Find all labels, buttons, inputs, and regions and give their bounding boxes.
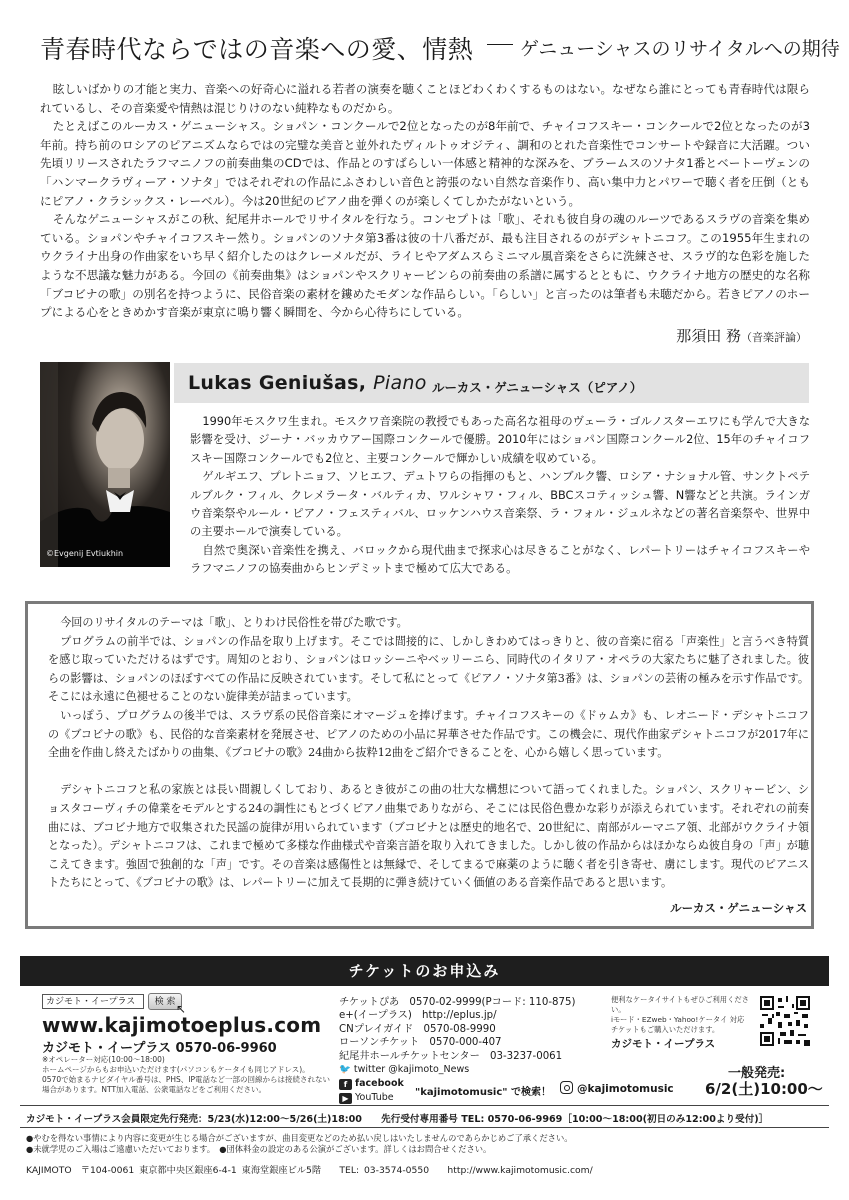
youtube-icon: ▶ [339,1093,352,1104]
twitter-icon: 🐦 [339,1064,351,1075]
outlet-line: CNプレイガイド 0570-08-9990 [339,1023,496,1035]
search-input[interactable]: カジモト・イープラス [42,994,144,1009]
artist-name-latin: Lukas Geniušas, [188,372,367,394]
mobile-note-line: チケットもご購入いただけます。 [611,1025,720,1034]
outlet-line: ローソンチケット 0570-000-407 [339,1037,502,1049]
facebook-link[interactable] [339,1078,404,1090]
artist-bio [190,413,810,579]
fine-print-line: ※オペレーター対応(10:00〜18:00) [42,1055,165,1064]
ticket-url[interactable]: www.kajimotoeplus.com [42,1013,322,1037]
ticket-title: チケットのお申込み [348,962,501,980]
youtube-link[interactable] [339,1092,394,1104]
instagram-link[interactable] [560,1081,674,1095]
fine-print-line: ホームページからもお申込いただけます(パソコンもケータイも同じアドレス)。 [42,1065,310,1074]
intro-paragraph: 眩しいばかりの才能と実力、音楽への好奇心に溢れる若者の演奏を聴くことほどわくわくするものはない。なぜなら誰にとっても青春時代は限られているし、その音楽愛や情熱は混じりけのない純粋なものだから。 [40,82,810,115]
outlet-line: 紀尾井ホールチケットセンター 03-3237-0061 [339,1050,563,1062]
mobile-site-note [611,995,751,1035]
message-signature: ルーカス・ゲニューシャス [670,901,807,915]
message-paragraph: プログラムの前半では、ショパンの作品を取り上げます。そこでは間接的に、しかしきわめてはっきりと、彼の音楽に宿る「声楽性」と言うべき特質を感じ取っていただけるはずです。周知のとおり、ショパンはロッシーニやベッリーニら、同時代のイタリア・オペラの大家たちに魅了されました。彼らの影響は、ショパンのほぼすべての作品に反映されています。そして私にとって《ピアノ・ソナタ第3番》は、ショパンの芸術の極みを示す作品です。そこには永遠に色褪せることのない旋律美が詰まっています。 [48,634,809,704]
general-sale-label: 一般発売: [728,1066,786,1081]
footer-contact: KAJIMOTO 〒104-0061 東京都中央区銀座6-4-1 東海堂銀座ビル5階 TEL: 03-3574-0550 http://www.kajimotomusic.com/ [26,1165,593,1176]
note-line: ●やむを得ない事情により内容に変更が生じる場合がございますが、曲目変更などのため払い戻しはいたしませんのであらかじめご了承ください。 [26,1133,573,1143]
artist-instrument: Piano [373,372,427,394]
presale-info: カジモト・イープラス会員限定先行発売：5/23(水)12:00〜5/26(土)18:00 先行受付専用番号 TEL: 0570-06-9969［10:00〜18:00(初日のみ12:00より受付)］ [26,1114,769,1125]
author-role: （音楽評論） [741,331,807,344]
note-line: ●未就学児のご入場はご遠慮いただいております。 ●団体料金の設定のある公演がございます。詳しくはお問合せください。 [26,1144,492,1154]
bio-paragraph: 自然で奥深い音楽性を携え、バロックから現代曲まで探求心は尽きることがなく、レパートリーはチャイコフスキーやラフマニノフの協奏曲からヒンデミットまで極めて広大である。 [190,543,810,576]
general-sale-date: 6/2(土)10:00〜 [705,1080,823,1098]
outlet-line: e+(イープラス) http://eplus.jp/ [339,1010,497,1022]
artist-name-en [188,372,427,394]
youtube-label: YouTube [355,1092,394,1103]
message-paragraph: いっぽう、プログラムの後半では、スラヴ系の民俗音楽にオマージュを捧げます。チャイコフスキーの《ドゥムカ》も、レオニード・デシャトニコフの《ブコビナの歌》も、民俗的な音楽素材を発展させ、ピアノのための小品に昇華させた作品です。この機会に、現代作曲家デシャトニコフが2017年に全曲を作曲し終えたばかりの曲集、《ブコビナの歌》24曲から抜粋12曲をご紹介できることを、心から嬉しく思っています。 [48,708,809,760]
fine-print-line: 場合があります。NTT加入電話、公衆電話などをご利用ください。 [42,1085,267,1094]
search-button[interactable]: 検 索 [148,993,182,1010]
intro-paragraph: たとえばこのルーカス・ゲニューシャス。ショパン・コンクールで2位となったのが8年前で、チャイコフスキー・コンクールで2位となったのが3年前。持ち前のロシアのピアニズムならではの完璧な美音と並外れたヴィルトゥオジティ、調和のとれた音楽性でコンサートや録音に大活躍。つい先頃リリースされたラフマニノフの前奏曲集のCDでは、作品とのすばらしい一体感と精神的な深みを、ブラームスのソナタ1番とベートーヴェンの「ハンマークラヴィーア・ソナタ」ではそれぞれの作品にふさわしい音色と誇張のない自然な音楽作り、高い集中力とパワーで聴く者を圧倒（ともにピアノ・クラシックス・レーベル）。今は20世紀のピアノ曲を弾くのが楽しくてしかたがないという。 [40,119,810,208]
cursor-icon: ↖ [176,1002,187,1016]
page-title: 青春時代ならではの音楽への愛、情熱 [40,35,474,64]
mobile-note-line: 便利なケータイサイトもぜひご利用ください。 [611,995,749,1014]
qr-code-icon[interactable] [760,996,810,1046]
mobile-note-line: iモード・EZweb・Yahoo!ケータイ 対応 [611,1015,745,1024]
ticket-fine-print [42,1055,332,1095]
facebook-label: facebook [355,1078,404,1089]
ticket-phone: カジモト・イープラス 0570-06-9960 [42,1041,277,1056]
search-note: "kajimotomusic" で検索！ [415,1087,551,1098]
mobile-site-name: カジモト・イープラス [611,1038,716,1050]
bio-paragraph: 1990年モスクワ生まれ。モスクワ音楽院の教授でもあった高名な祖母のヴェーラ・ゴルノスターエワにも学んで大きな影響を受け、ジーナ・バッカウアー国際コンクールで優勝。2010年にはショパン国際コンクール2位、15年のチャイコフスキー国際コンクールでも2位と、主要コンクールで輝かしい成績を収めている。 [190,415,810,465]
twitter-link[interactable] [339,1064,469,1075]
page-subtitle: ゲニューシャスのリサイタルへの期待 [520,38,840,60]
artist-message [48,614,809,893]
intro-essay [40,80,810,322]
title-dash [487,44,513,45]
facebook-icon: f [339,1079,352,1090]
twitter-handle: twitter @kajimoto_News [353,1064,470,1075]
intro-paragraph: そんなゲニューシャスがこの秋、紀尾井ホールでリサイタルを行なう。コンセプトは「歌」、それも彼自身の魂のルーツであるスラヴの音楽を集めている。ショパンやチャイコフスキー然り。ショパンのソナタ第3番は彼の十八番だが、最も注目されるのがデシャトニコフ。この1955年生まれのウクライナ出身の作曲家をいち早く紹介したのはクレーメルだが、ライヒやアダムスらミニマル風音楽をさらに洗練させ、スラヴ的な色彩を施したような不思議な魅力がある。今回の《前奏曲集》はショパンやスクリャービンらの前奏曲の系譜に属するとともに、ウクライナ地方の歴史的な名称「ブコビナの歌」の別名を持つように、民俗音楽の素材を鏤めたモダンな作品らしい。「らしい」と言ったのは筆者も未聴だから。若きピアノのホープによる心をときめかす音楽が東京に鳴り響く瞬間を、今から心待ちにしている。 [40,212,810,320]
message-paragraph: デシャトニコフと私の家族とは長い間親しくしており、あるとき彼がこの曲の壮大な構想について語ってくれました。ショパン、スクリャービン、ショスタコーヴィチの偉業をモデルとする24の調性にもとづくピアノ曲集でありながら、そこには民俗色豊かな彩りが添えられています。それぞれの前奏曲には、ブコビナ地方で収集された民謡の旋律が用いられています（ブコビナとは歴史的地名で、20世紀に、南部がルーマニア領、北部がウクライナ領となった）。デシャトニコフは、これまで極めて多様な作曲様式や音楽言語を取り入れてきました。しかし彼の作品からはほかならぬ彼自身の「声」が聴こえてきます。強固で独創的な「声」です。その音楽は感傷性とは無縁で、そしてまるで麻薬のように聴く者を引き寄せ、虜にします。現代のピアニストたちにとって、《ブコビナの歌》は、レパートリーに加えて長期的に弾き続けていく価値のある音楽作品であると思います。 [48,783,809,890]
message-paragraph: 今回のリサイタルのテーマは「歌」、とりわけ民俗性を帯びた歌です。 [60,616,408,629]
artist-photo [40,362,170,567]
outlet-line: チケットぴあ 0570-02-9999(Pコード: 110-875) [339,997,576,1008]
divider [20,1127,829,1128]
essay-author [676,325,807,346]
instagram-handle: @kajimotomusic [577,1083,674,1095]
instagram-icon [560,1081,573,1094]
author-name: 那須田 務 [676,327,741,345]
fine-print-line: 0570で始まるナビダイヤル番号は、PHS、IP電話など一部の回線からは接続されない [42,1075,331,1084]
photo-credit: ©Evgenij Evtiukhin [46,549,124,558]
notes [26,1133,573,1155]
artist-name-ja: ルーカス・ゲニューシャス（ピアノ） [432,380,643,395]
ticket-outlets [339,996,575,1063]
divider [20,1105,829,1106]
bio-paragraph: ゲルギエフ、プレトニョフ、ソヒエフ、デュトワらの指揮のもと、ハンブルク響、ロシア・ナショナル管、サンクトペテルブルク・フィル、クレメラータ・バルティカ、ワルシャワ・フィル、BBCスコティッシュ響、N響などと共演。ラインガウ音楽祭やルール・ピアノ・フェスティバル、ロッケンハウス音楽祭、ラ・フォル・ジュルネなどの著名音楽祭や、世界中の主要ホールで演奏している。 [190,470,810,539]
